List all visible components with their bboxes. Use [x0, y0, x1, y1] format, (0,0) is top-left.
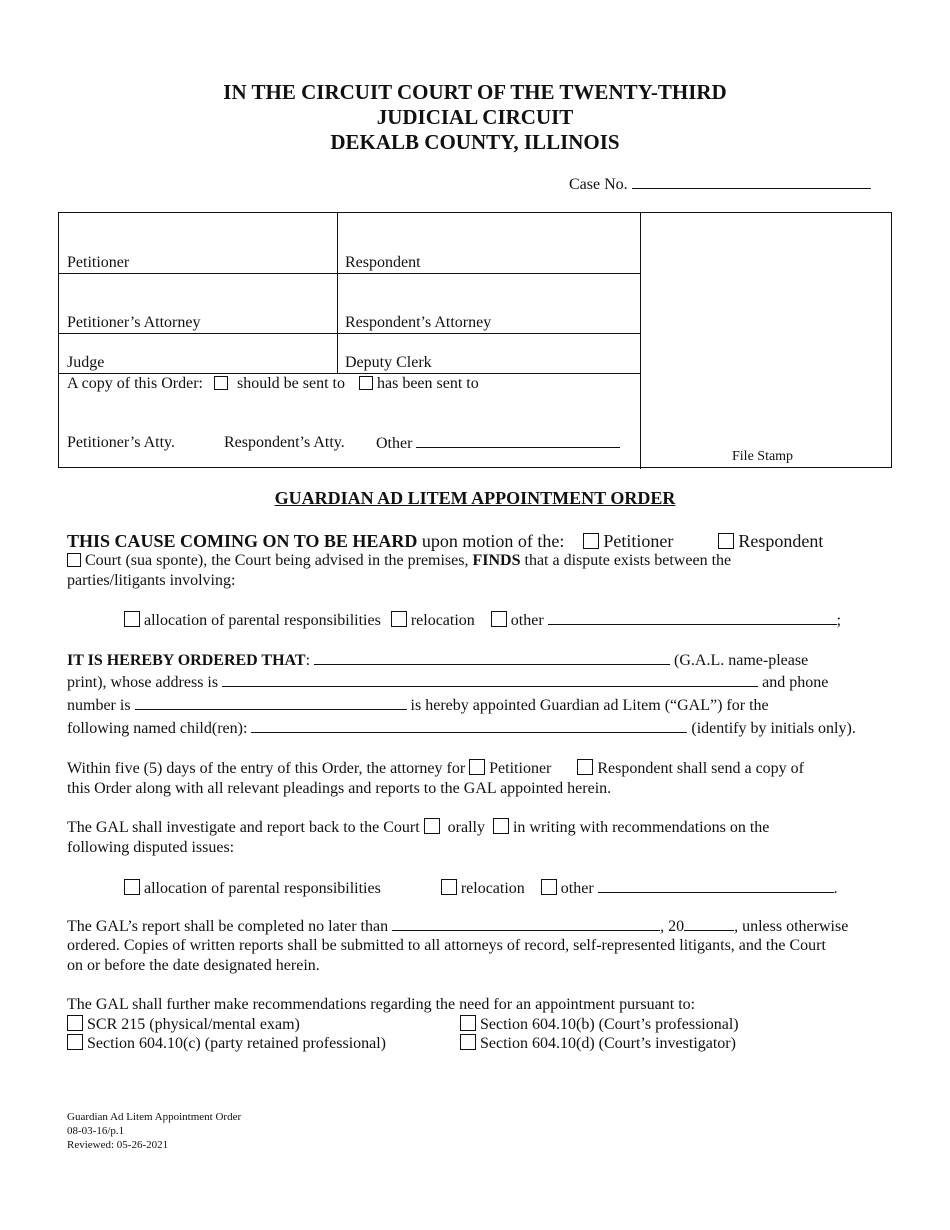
report-writing-checkbox[interactable] — [493, 818, 509, 834]
other-recipient-field[interactable] — [416, 433, 620, 448]
ordered-colon: : — [305, 652, 311, 669]
issue1-allocation-checkbox[interactable] — [124, 611, 140, 627]
issues-row-1 — [124, 610, 841, 631]
ordered-line2 — [67, 672, 828, 693]
report-orally-checkbox[interactable] — [424, 818, 440, 834]
children-initials-field[interactable] — [251, 718, 687, 733]
gal-address-field[interactable] — [222, 672, 758, 687]
petitioner-attorney-label: Petitioner’s Attorney — [67, 314, 201, 331]
court-header-line2: JUDICIAL CIRCUIT — [376, 105, 574, 129]
and-phone-label: and phone — [762, 674, 829, 691]
file-stamp-label: File Stamp — [732, 449, 794, 464]
initials-hint: (identify by initials only). — [691, 720, 856, 737]
court-header-line3: DEKALB COUNTY, ILLINOIS — [330, 130, 620, 154]
issue2-other-checkbox[interactable] — [541, 879, 557, 895]
issue2-relocation-checkbox[interactable] — [441, 879, 457, 895]
children-label: following named child(ren): — [67, 720, 248, 737]
number-is-label: number is — [67, 697, 131, 714]
copy-order-label: A copy of this Order: — [67, 375, 203, 392]
appointed-text: is hereby appointed Guardian ad Litem (“GAL”) for the — [410, 697, 769, 714]
report-year-field[interactable] — [684, 916, 734, 931]
within-petitioner-checkbox[interactable] — [469, 759, 485, 775]
report-orally-label: orally — [447, 819, 485, 836]
case-number-label: Case No. — [569, 176, 628, 193]
petitioner-label: Petitioner — [67, 254, 130, 271]
cause-line1 — [67, 530, 823, 552]
other-recipient-row — [376, 433, 620, 454]
issue1-other-field[interactable] — [548, 610, 837, 625]
issue1-relocation-label: relocation — [410, 612, 475, 629]
ordered-lead: IT IS HEREBY ORDERED THAT — [67, 652, 306, 669]
cause-dispute-text: that a dispute exists between the — [524, 552, 732, 569]
issue1-other-checkbox[interactable] — [491, 611, 507, 627]
issue2-end-punct: . — [833, 880, 838, 897]
within-text: Within five (5) days of the entry of this Order, the attorney for — [67, 760, 466, 777]
gal-phone-field[interactable] — [135, 695, 407, 710]
footer-form-name: Guardian Ad Litem Appointment Order — [67, 1111, 242, 1123]
deputy-clerk-label: Deputy Clerk — [345, 354, 432, 371]
should-be-sent-checkbox[interactable] — [214, 376, 228, 390]
motion-court-checkbox[interactable] — [67, 553, 81, 567]
within-respondent-label: Respondent shall send a copy of — [597, 760, 804, 777]
issue1-other-label: other — [510, 612, 544, 629]
motion-petitioner-label: Petitioner — [603, 531, 674, 551]
motion-respondent-checkbox[interactable] — [718, 533, 734, 549]
scr215-label: SCR 215 (physical/mental exam) — [87, 1016, 300, 1033]
sec-d-label: Section 604.10(d) (Court’s investigator) — [480, 1035, 736, 1052]
caption-box — [58, 212, 892, 468]
issue2-allocation-label: allocation of parental responsibilities — [144, 880, 381, 897]
has-been-sent-label: has been sent to — [376, 375, 479, 392]
report-writing-label: in writing with recommendations on the — [512, 819, 770, 836]
sec-d-checkbox[interactable] — [460, 1034, 476, 1050]
report-line2: ordered. Copies of written reports shall be submitted to all attorneys of record, self-represented litigants, and the Court — [67, 937, 826, 954]
cause-line2 — [67, 551, 731, 571]
finds-text: FINDS — [472, 552, 521, 569]
issue2-other-field[interactable] — [598, 878, 834, 893]
issue2-other-label: other — [560, 880, 594, 897]
ordered-line3 — [67, 695, 769, 716]
footer-reviewed: Reviewed: 05-26-2021 — [67, 1139, 169, 1151]
order-title: GUARDIAN AD LITEM APPOINTMENT ORDER — [274, 488, 676, 508]
case-number-field[interactable] — [632, 174, 871, 189]
footer-form-code: 08-03-16/p.1 — [67, 1125, 125, 1137]
sec-c-label: Section 604.10(c) (party retained professional) — [87, 1035, 387, 1052]
sec-c-checkbox[interactable] — [67, 1034, 83, 1050]
recommend-intro: The GAL shall further make recommendations regarding the need for an appointment pursuant to: — [67, 996, 696, 1013]
has-been-sent-checkbox[interactable] — [359, 376, 373, 390]
recommend-sec-c-row — [67, 1034, 386, 1054]
respondent-attorney-label: Respondent’s Attorney — [345, 314, 492, 331]
investigate-text: The GAL shall investigate and report back to the Court — [67, 819, 420, 836]
issue1-relocation-checkbox[interactable] — [391, 611, 407, 627]
recommend-sec-d-row — [460, 1034, 736, 1054]
address-label: print), whose address is — [67, 674, 219, 691]
gal-name-field[interactable] — [314, 650, 670, 665]
cause-lead: THIS CAUSE COMING ON TO BE HEARD — [67, 531, 418, 551]
cause-line3: parties/litigants involving: — [67, 572, 236, 589]
ordered-line1 — [67, 650, 808, 671]
judge-label: Judge — [67, 354, 105, 371]
issue1-allocation-label: allocation of parental responsibilities — [144, 612, 381, 629]
recommend-sec-b-row — [460, 1015, 739, 1035]
motion-petitioner-checkbox[interactable] — [583, 533, 599, 549]
within-line2: this Order along with all relevant pleadings and reports to the GAL appointed herein. — [67, 780, 612, 797]
report-deadline-text: The GAL’s report shall be completed no later than — [67, 918, 389, 935]
report-year-prefix: , 20 — [660, 918, 685, 935]
ordered-line4 — [67, 718, 856, 739]
resp-atty-label: Respondent’s Atty. — [224, 434, 345, 451]
report-unless-text: , unless otherwise — [734, 918, 849, 935]
report-date-field[interactable] — [392, 916, 660, 931]
motion-respondent-label: Respondent — [738, 531, 824, 551]
issue2-relocation-label: relocation — [460, 880, 525, 897]
recommend-scr215-row — [67, 1015, 300, 1035]
within-respondent-checkbox[interactable] — [577, 759, 593, 775]
issues-row-2 — [124, 878, 838, 899]
pet-atty-label: Petitioner’s Atty. — [67, 434, 175, 451]
motion-text: upon motion of the: — [421, 531, 565, 551]
court-header-line1: IN THE CIRCUIT COURT OF THE TWENTY-THIRD — [223, 80, 727, 104]
investigate-line1 — [67, 818, 769, 838]
respondent-label: Respondent — [345, 254, 421, 271]
gal-name-hint: (G.A.L. name-please — [674, 652, 809, 669]
issue1-end-punct: ; — [836, 612, 842, 629]
other-recipient-label: Other — [376, 435, 413, 452]
within-petitioner-label: Petitioner — [489, 760, 552, 777]
copy-order-row — [67, 374, 479, 394]
sec-b-label: Section 604.10(b) (Court’s professional) — [480, 1016, 739, 1033]
scr215-checkbox[interactable] — [67, 1015, 83, 1031]
sec-b-checkbox[interactable] — [460, 1015, 476, 1031]
report-line3: on or before the date designated herein. — [67, 957, 320, 974]
case-number-row — [569, 174, 871, 195]
within-line1 — [67, 759, 804, 779]
investigate-line2: following disputed issues: — [67, 839, 235, 856]
cause-court-text: Court (sua sponte), the Court being advised in the premises, — [85, 552, 469, 569]
should-be-sent-label: should be sent to — [236, 375, 345, 392]
issue2-allocation-checkbox[interactable] — [124, 879, 140, 895]
report-line1 — [67, 916, 848, 937]
